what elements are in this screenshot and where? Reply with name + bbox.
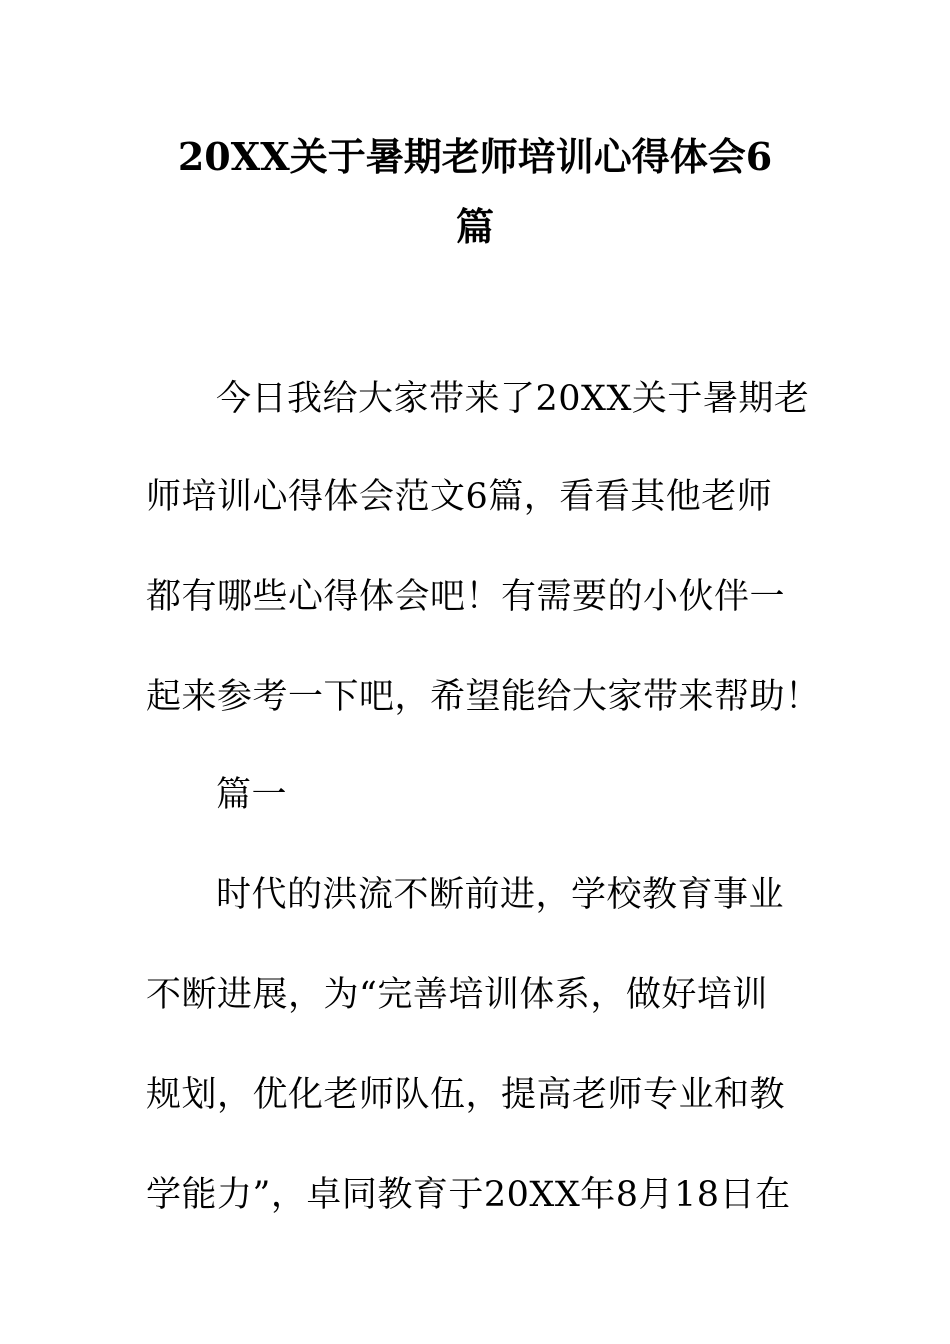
intro-paragraph-line-2: 师培训心得体会范文6篇，看看其他老师 bbox=[146, 477, 773, 517]
document-title-line-1: 20XX关于暑期老师培训心得体会6 bbox=[177, 134, 773, 179]
body-paragraph-line-4: 学能力”，卓同教育于20XX年8月18日在 bbox=[146, 1175, 791, 1215]
intro-paragraph-line-4: 起来参考一下吧，希望能给大家带来帮助！ bbox=[146, 677, 821, 717]
intro-paragraph-line-3: 都有哪些心得体会吧！有需要的小伙伴一 bbox=[146, 577, 786, 617]
body-paragraph-line-1: 时代的洪流不断前进，学校教育事业 bbox=[216, 875, 785, 915]
intro-paragraph-line-1: 今日我给大家带来了20XX关于暑期老 bbox=[216, 379, 810, 419]
section-heading-part-one: 篇一 bbox=[216, 775, 288, 815]
body-paragraph-line-2: 不断进展，为“完善培训体系，做好培训 bbox=[146, 975, 768, 1015]
document-title-line-2: 篇 bbox=[455, 204, 494, 249]
body-paragraph-line-3: 规划，优化老师队伍，提高老师专业和教 bbox=[146, 1075, 786, 1115]
